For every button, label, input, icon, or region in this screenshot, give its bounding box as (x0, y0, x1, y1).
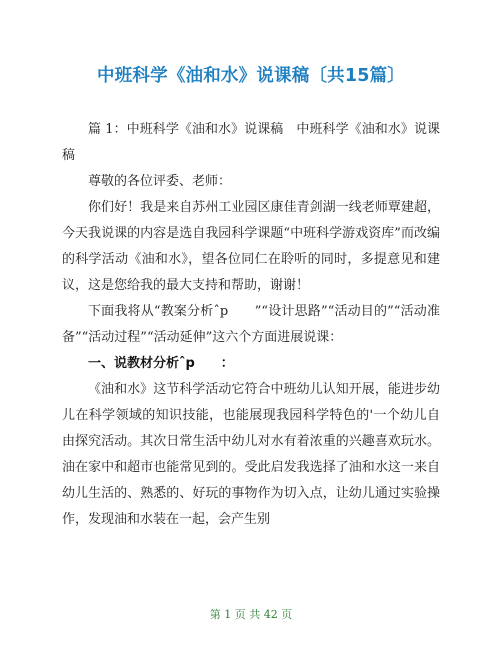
paragraph-textbook-analysis: 《油和水》这节科学活动它符合中班幼儿认知开展，能进步幼儿在科学领域的知识技能，也能展现我园科学特色的'一个幼儿自由探究活动。其次日常生活中幼儿对水有着浓重的兴趣喜欢玩水。 油在家中和超市也能常见到的。受此启发我选择了油和水这一来自幼儿生活的、熟悉的、好玩的事物作为切入点，让幼儿通过实验操作，发现油和水装在一起，会产生别 (62, 382, 440, 527)
heading-textbook-analysis: 一、说教材分析ˆp ： (88, 356, 234, 371)
document-title: 中班科学《油和水》说课稿〔共15篇〕 (97, 66, 405, 86)
page-number-footer: 第 1 页 共 42 页 (209, 608, 293, 621)
paragraph-section-heading: 篇 1：中班科学《油和水》说课稿 中班科学《油和水》说课稿 (62, 122, 440, 163)
paragraph-introduction: 你们好！我是来自苏州工业园区康佳青剑湖一线老师覃建超，今天我说课的内容是选自我园科学课题“中班科学游戏资库”而改编的科学活动《油和水》，望各位同仁在聆听的同时，多提意见和建议，这是您给我的最大支持和帮助，谢谢！ (62, 200, 440, 293)
document-body (62, 117, 440, 533)
paragraph-salutation: 尊敬的各位评委、老师： (88, 174, 232, 189)
paragraph-outline: 下面我将从“教案分析ˆp ”“设计思路”“活动目的”“活动准备”“活动过程”“活动延伸”这六个方面进展说课： (62, 304, 440, 345)
